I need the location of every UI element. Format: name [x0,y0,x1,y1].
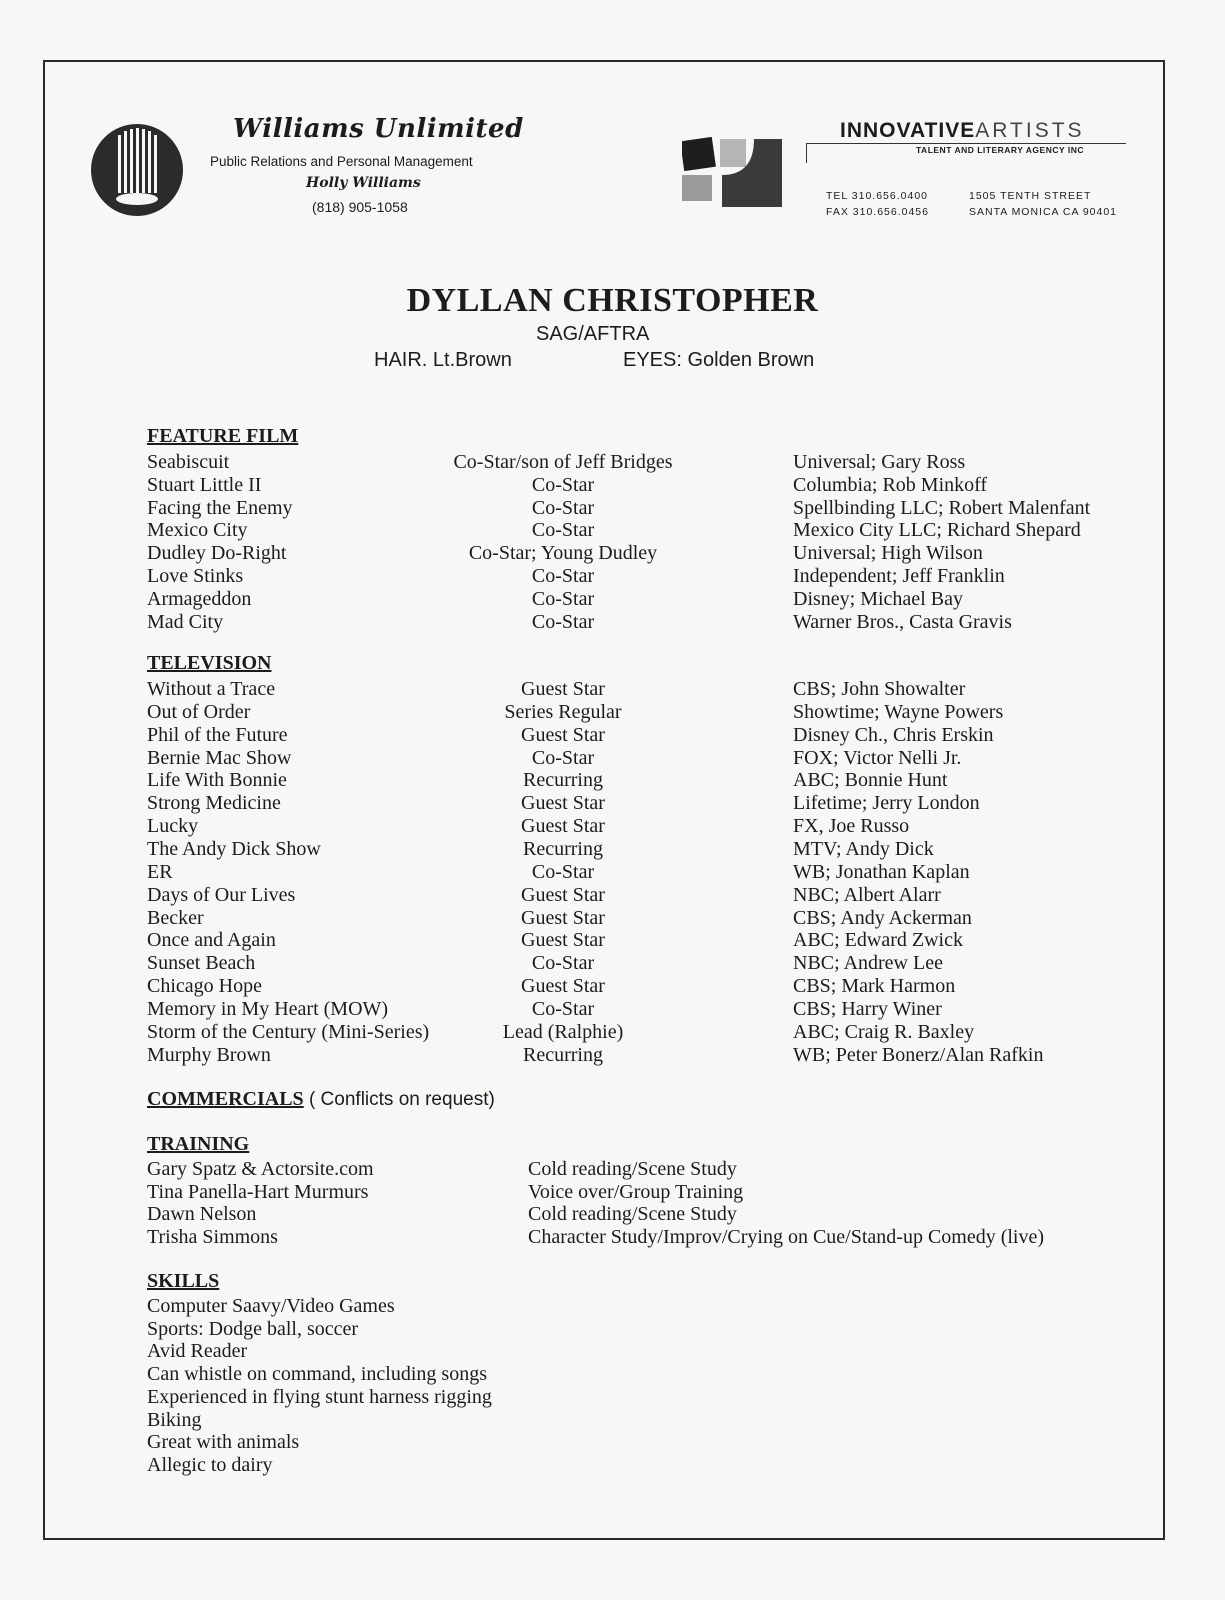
tv-network-director: CBS; Harry Winer [793,998,942,1020]
tv-title: Memory in My Heart (MOW) [147,998,389,1020]
training-focus: Voice over/Group Training [528,1181,744,1203]
tv-role: Guest Star [521,907,605,929]
tv-row [0,861,1225,884]
agency-left-subtitle: Public Relations and Personal Management [210,154,473,169]
film-role: Co-Star/son of Jeff Bridges [453,451,673,473]
film-studio-director: Universal; High Wilson [793,542,983,564]
tv-network-director: Lifetime; Jerry London [793,792,980,814]
agency-right-address-block [969,188,1117,220]
skill-item: Computer Saavy/Video Games [147,1295,395,1317]
film-studio-director: Mexico City LLC; Richard Shepard [793,519,1081,541]
film-studio-director: Warner Bros., Casta Gravis [793,611,1012,633]
tv-title: Life With Bonnie [147,769,287,791]
tv-row [0,1044,1225,1067]
tv-role: Guest Star [521,815,605,837]
tv-network-director: CBS; Mark Harmon [793,975,956,997]
agency-right-street: 1505 TENTH STREET [969,190,1092,202]
tv-role: Recurring [523,769,603,791]
skill-item: Experienced in flying stunt harness rigging [147,1386,492,1408]
tv-network-director: FOX; Victor Nelli Jr. [793,747,962,769]
tv-network-director: ABC; Craig R. Baxley [793,1021,975,1043]
agency-right-city: SANTA MONICA CA 90401 [969,206,1118,218]
tv-title: Murphy Brown [147,1044,271,1066]
tv-title: Sunset Beach [147,952,256,974]
tv-role: Guest Star [521,792,605,814]
tv-row [0,769,1225,792]
feature-film-heading: FEATURE FILM [147,425,299,447]
williams-unlimited-logo [90,123,185,218]
film-studio-director: Disney; Michael Bay [793,588,963,610]
tv-title: Once and Again [147,929,276,951]
agency-right-name-thin: ARTISTS [975,119,1085,142]
tv-role: Co-Star [531,998,595,1020]
tv-role: Co-Star [531,747,595,769]
actor-name: DYLLAN CHRISTOPHER [406,282,819,319]
commercials-heading: COMMERCIALS [147,1088,304,1110]
agency-left-phone: (818) 905-1058 [312,199,408,215]
skills-heading: SKILLS [147,1270,220,1292]
tv-row [0,815,1225,838]
film-studio-director: Universal; Gary Ross [793,451,966,473]
tv-title: Bernie Mac Show [147,747,292,769]
film-title: Facing the Enemy [147,497,293,519]
tv-row [0,701,1225,724]
skill-item: Great with animals [147,1431,300,1453]
film-title: Love Stinks [147,565,244,587]
tv-network-director: Showtime; Wayne Powers [793,701,1004,723]
actor-union: SAG/AFTRA [536,323,650,345]
tv-row [0,792,1225,815]
tv-network-director: Disney Ch., Chris Erskin [793,724,994,746]
tv-title: Storm of the Century (Mini-Series) [147,1021,430,1043]
agency-right-tel: TEL 310.656.0400 [826,190,929,202]
tv-role: Recurring [523,838,603,860]
tv-title: Without a Trace [147,678,276,700]
tv-network-director: CBS; Andy Ackerman [793,907,972,929]
tv-row [0,975,1225,998]
tv-row [0,907,1225,930]
agency-right-fax: FAX 310.656.0456 [826,206,929,218]
tv-title: Phil of the Future [147,724,288,746]
film-row [0,611,1225,634]
tv-role: Co-Star [531,861,595,883]
tv-title: Chicago Hope [147,975,262,997]
film-title: Seabiscuit [147,451,230,473]
skill-item: Sports: Dodge ball, soccer [147,1318,359,1340]
tv-role: Guest Star [521,975,605,997]
tv-title: Lucky [147,815,199,837]
training-instructor: Dawn Nelson [147,1203,257,1225]
tv-network-director: NBC; Andrew Lee [793,952,943,974]
tv-title: Out of Order [147,701,251,723]
agency-left-person: Holly Williams [306,175,421,191]
agency-right-phone-block [826,188,929,220]
tv-role: Guest Star [521,724,605,746]
film-row [0,542,1225,565]
tv-network-director: CBS; John Showalter [793,678,966,700]
tv-role: Series Regular [504,701,622,723]
film-studio-director: Spellbinding LLC; Robert Malenfant [793,497,1091,519]
training-focus: Cold reading/Scene Study [528,1203,737,1225]
actor-hair: HAIR. Lt.Brown [374,349,512,371]
film-title: Mexico City [147,519,248,541]
film-studio-director: Independent; Jeff Franklin [793,565,1005,587]
film-studio-director: Columbia; Rob Minkoff [793,474,988,496]
film-role: Co-Star [531,497,595,519]
tv-role: Guest Star [521,884,605,906]
tv-network-director: WB; Jonathan Kaplan [793,861,970,883]
skill-item: Biking [147,1409,202,1431]
training-row [0,1203,1225,1226]
tv-title: The Andy Dick Show [147,838,321,860]
film-row [0,565,1225,588]
tv-role: Lead (Ralphie) [502,1021,624,1043]
tv-row [0,678,1225,701]
tv-title: Days of Our Lives [147,884,296,906]
tv-network-director: MTV; Andy Dick [793,838,934,860]
film-row [0,519,1225,542]
television-heading: TELEVISION [147,652,272,674]
tv-title: ER [147,861,173,883]
training-row [0,1181,1225,1204]
agency-right-name [840,119,1085,143]
tv-row [0,747,1225,770]
film-role: Co-Star [531,611,595,633]
tv-row [0,929,1225,952]
film-role: Co-Star [531,565,595,587]
tv-role: Co-Star [531,952,595,974]
training-row [0,1226,1225,1249]
film-role: Co-Star; Young Dudley [468,542,658,564]
tv-network-director: ABC; Bonnie Hunt [793,769,948,791]
film-title: Dudley Do-Right [147,542,287,564]
tv-row [0,724,1225,747]
skill-item: Allegic to dairy [147,1454,273,1476]
tv-row [0,998,1225,1021]
training-heading: TRAINING [147,1133,250,1155]
tv-title: Strong Medicine [147,792,281,814]
skill-item: Can whistle on command, including songs [147,1363,487,1385]
film-row [0,451,1225,474]
agency-right-tagline: TALENT AND LITERARY AGENCY INC [916,145,1085,155]
film-row [0,497,1225,520]
commercials-note: ( Conflicts on request) [303,1089,495,1110]
tv-role: Guest Star [521,929,605,951]
tv-role: Guest Star [521,678,605,700]
skill-item: Avid Reader [147,1340,248,1362]
film-row [0,588,1225,611]
agency-right-name-bold: INNOVATIVE [840,119,976,142]
agency-right-vrule [806,143,807,163]
innovative-artists-logo [682,135,784,215]
tv-title: Becker [147,907,204,929]
tv-row [0,884,1225,907]
film-role: Co-Star [531,588,595,610]
tv-row [0,952,1225,975]
tv-row [0,1021,1225,1044]
training-instructor: Tina Panella-Hart Murmurs [147,1181,369,1203]
tv-row [0,838,1225,861]
tv-network-director: WB; Peter Bonerz/Alan Rafkin [793,1044,1044,1066]
actor-eyes: EYES: Golden Brown [623,349,815,371]
film-row [0,474,1225,497]
film-role: Co-Star [531,519,595,541]
tv-network-director: FX, Joe Russo [793,815,910,837]
film-title: Stuart Little II [147,474,262,496]
training-row [0,1158,1225,1181]
training-instructor: Gary Spatz & Actorsite.com [147,1158,374,1180]
tv-network-director: NBC; Albert Alarr [793,884,941,906]
agency-left-name: Williams Unlimited [233,114,524,144]
training-focus: Character Study/Improv/Crying on Cue/Stand-up Comedy (live) [528,1226,1045,1248]
training-instructor: Trisha Simmons [147,1226,278,1248]
tv-role: Recurring [523,1044,603,1066]
tv-network-director: ABC; Edward Zwick [793,929,963,951]
film-role: Co-Star [531,474,595,496]
film-title: Armageddon [147,588,252,610]
agency-right-rule [806,143,1126,144]
commercials-line [147,1088,495,1111]
film-title: Mad City [147,611,224,633]
training-focus: Cold reading/Scene Study [528,1158,737,1180]
